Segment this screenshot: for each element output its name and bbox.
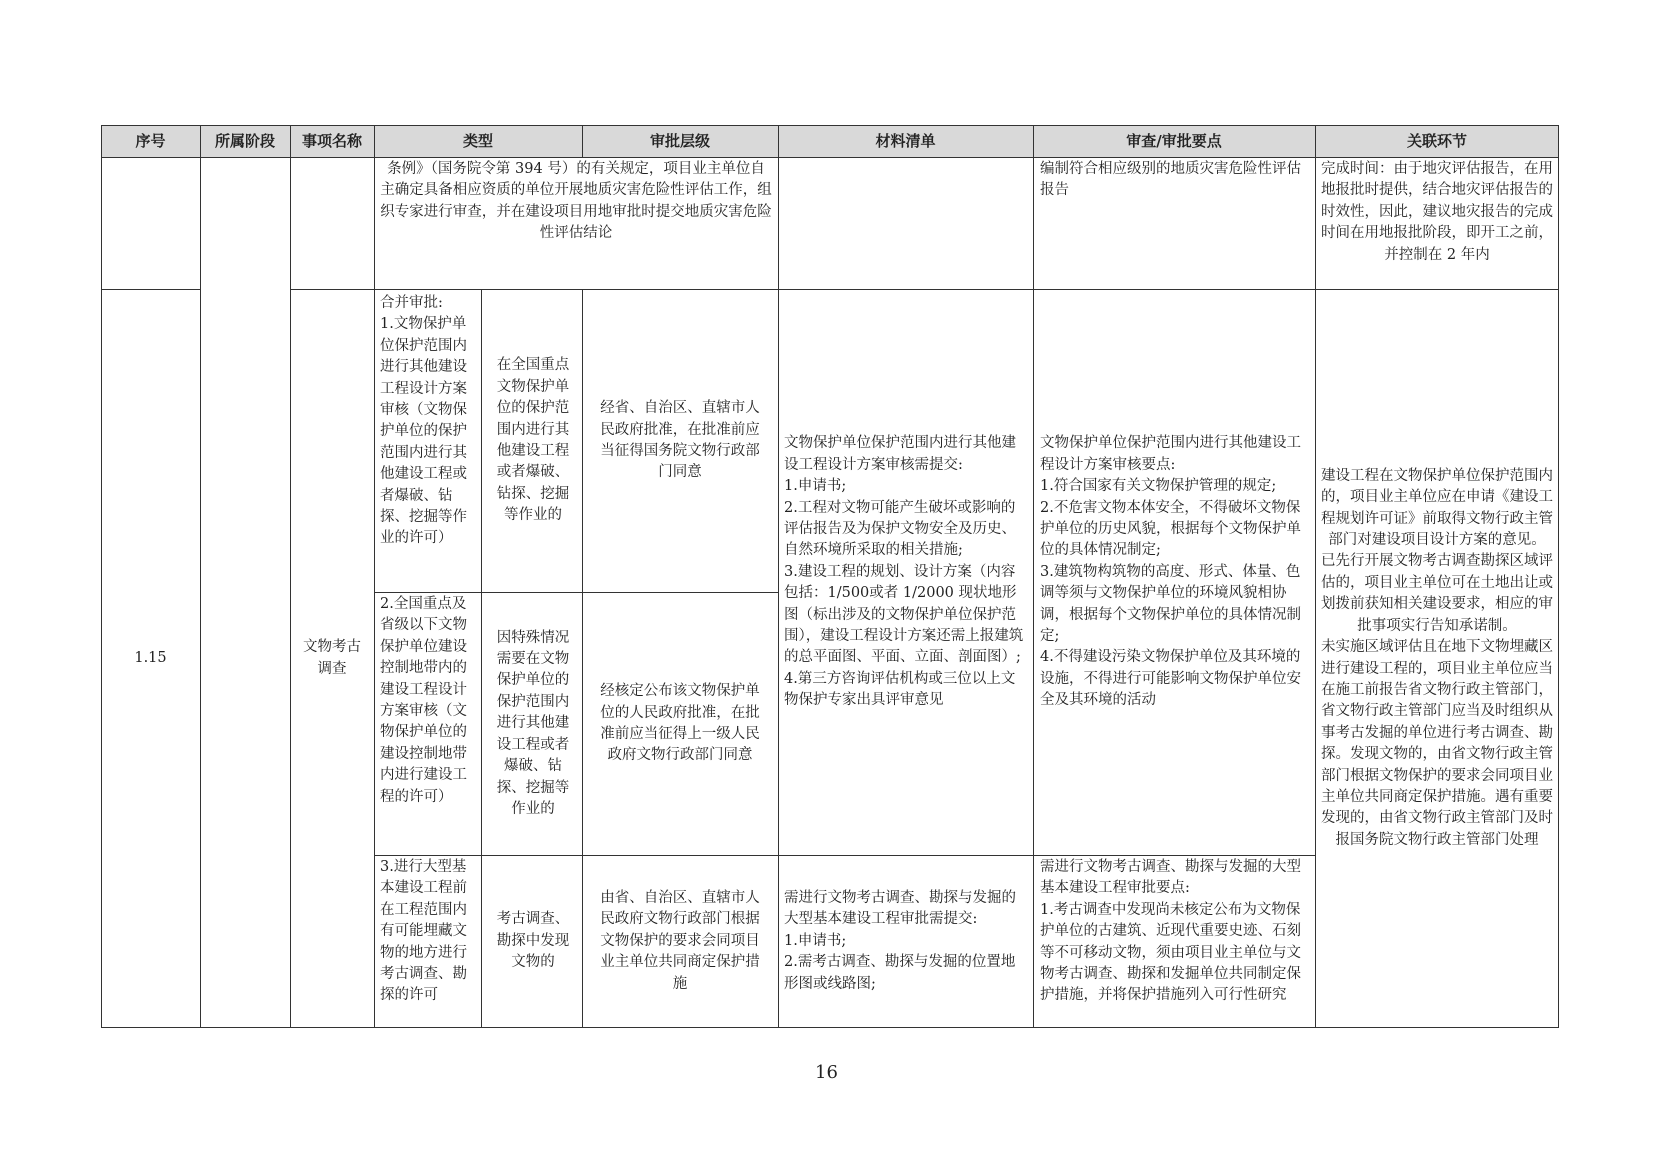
row-item-name	[293, 290, 371, 1027]
row-seq	[101, 290, 200, 1027]
table-border-line	[374, 125, 375, 1027]
table-border-line	[290, 125, 291, 1027]
table-border-line	[1033, 125, 1034, 1027]
table-border-line	[101, 1027, 1559, 1028]
header-type: 类型	[462, 132, 493, 150]
row-item-name-text: 文物考古调查	[303, 639, 361, 677]
materials-3: 需进行文物考古调查、勘探与发掘的大型基本建设工程审批需提交: 1.申请书; 2.需考古调查、勘探与发掘的位置地形图或线路图;	[784, 889, 1016, 992]
header-materials: 材料清单	[875, 132, 936, 150]
cont-related-text: 完成时间：由于地灾评估报告，在用地报批时提供，结合地灾评估报告的时效性，因此，建议地灾报告的完成时间在用地报批阶段，即开工之前，并控制在 2 年内	[1321, 161, 1553, 263]
sub1-type: 合并审批: 1.文物保护单位保护范围内进行其他建设工程设计方案审核（文物保护单位的保护范围内进行其他建设工程或者爆破、钻探、挖掘等作业的许可）	[380, 295, 467, 547]
table-border-line	[1558, 125, 1559, 1028]
table-border-line	[101, 157, 1559, 158]
sub3-type: 3.进行大型基本建设工程前在工程范围内有可能埋藏文物的地方进行考古调查、勘探的许可	[380, 859, 467, 1004]
sub1-condition: 在全国重点文物保护单位的保护范围内进行其他建设工程或者爆破、钻探、挖掘等作业的	[496, 357, 570, 524]
header-seq: 序号	[135, 132, 166, 150]
sub3-condition-cell	[485, 856, 581, 1027]
sub3-level-cell	[588, 856, 772, 1027]
page-number: 16	[815, 1062, 838, 1083]
key-3: 需进行文物考古调查、勘探与发掘的大型基本建设工程审批要点: 1.考古调查中发现尚未核定公布为文物保护单位的古建筑、近现代重要史迹、石刻等不可移动文物，须由项目业主单位与文物考古调查、勘探和发掘单位共同制定保护措施，并将保护措施列入可行性研究	[1040, 859, 1301, 1004]
header-item-name: 事项名称	[301, 132, 362, 150]
sub2-condition: 因特殊情况需要在文物保护单位的保护范围内进行其他建设工程或者爆破、钻探、挖掘等作业的	[496, 629, 570, 817]
table-border-line	[481, 289, 482, 1027]
materials-12: 文物保护单位保护范围内进行其他建设工程设计方案审核需提交: 1.申请书; 2.工程对文物可能产生破坏或影响的评估报告及为保护文物安全及历史、自然环境所采取的相关措施; 3.建设工程的规划、设计方案（内容包括：1/500或者 1/2000 现状地形图（标出涉及的文物保护单位保护范围），建设工程设计方案还需上报建筑的总平面图、平面、立面、剖面图）; 4.第三方咨询评估机构或三位以上文物保护专家出具评审意见	[784, 435, 1024, 709]
header-level: 审批层级	[649, 132, 710, 150]
header-related: 关联环节	[1406, 132, 1467, 150]
table-border-line	[1033, 855, 1315, 856]
table-border-line	[778, 125, 779, 1027]
sub2-level: 经核定公布该文物保护单位的人民政府批准，在批准前应当征得上一级人民政府文物行政部门同意	[600, 683, 760, 764]
related-cell	[1320, 290, 1554, 1027]
table-border-line	[582, 289, 583, 1027]
sub2-type: 2.全国重点及省级以下文物保护单位建设控制地带内的建设工程设计方案审核（文物保护单位的建设控制地带内进行建设工程的许可）	[380, 596, 467, 805]
table-border-line	[1315, 125, 1316, 1027]
row-seq-text: 1.15	[134, 649, 167, 666]
key-12-cell	[1040, 290, 1308, 855]
header-key-points: 审查/审批要点	[1126, 132, 1222, 150]
sub2-level-cell	[588, 593, 772, 855]
related-text: 建设工程在文物保护单位保护范围内的，项目业主单位应在申请《建设工程规划许可证》前取得文物行政主管部门对建设项目设计方案的意见。 已先行开展文物考古调查勘探区域评估的，项目业主单位可在土地出让或划拨前获知相关建设要求，相应的审批事项实行告知承诺制。 未实施区域评估且在地下文物埋藏区进行建设工程的，项目业主单位应当在施工前报告省文物行政主管部门，省文物行政主管部门应当及时组织从事考古发掘的单位进行考古调查、勘探。发现文物的，由省文物行政主管部门根据文物保护的要求会同项目业主单位共同商定保护措施。遇有重要发现的，由省文物行政主管部门及时报国务院文物行政主管部门处理	[1321, 467, 1553, 848]
table-border-line	[200, 125, 201, 1027]
materials-3-cell	[784, 856, 1026, 1027]
sub1-level: 经省、自治区、直辖市人民政府批准，在批准前应当征得国务院文物行政部门同意	[600, 400, 760, 481]
sub1-level-cell	[588, 290, 772, 592]
materials-12-cell	[784, 290, 1026, 855]
cont-type-text: 条例》（国务院令第 394 号）的有关规定，项目业主单位自主确定具备相应资质的单位开展地质灾害危险性评估工作，组织专家进行审查，并在建设项目用地审批时提交地质灾害危险性评估结论	[380, 161, 772, 242]
sub1-condition-cell	[485, 290, 581, 592]
cont-key-text: 编制符合相应级别的地质灾害危险性评估报告	[1040, 161, 1301, 199]
sub3-level: 由省、自治区、直辖市人民政府文物行政部门根据文物保护的要求会同项目业主单位共同商定保护措施	[600, 889, 760, 992]
sub3-condition: 考古调查、勘探中发现文物的	[496, 911, 570, 971]
key-12: 文物保护单位保护范围内进行其他建设工程设计方案审核要点: 1.符合国家有关文物保护管理的规定; 2.不危害文物本体安全，不得破坏文物保护单位的历史风貌，根据每个文物保护单位的具体情况制定; 3.建筑物构筑物的高度、形式、体量、色调等须与文物保护单位的环境风貌相协调，根据每个文物保护单位的具体情况制定; 4.不得建设污染文物保护单位及其环境的设施，不得进行可能影响文物保护单位安全及其环境的活动	[1040, 435, 1301, 709]
sub2-condition-cell	[485, 593, 581, 855]
header-stage: 所属阶段	[214, 132, 275, 150]
